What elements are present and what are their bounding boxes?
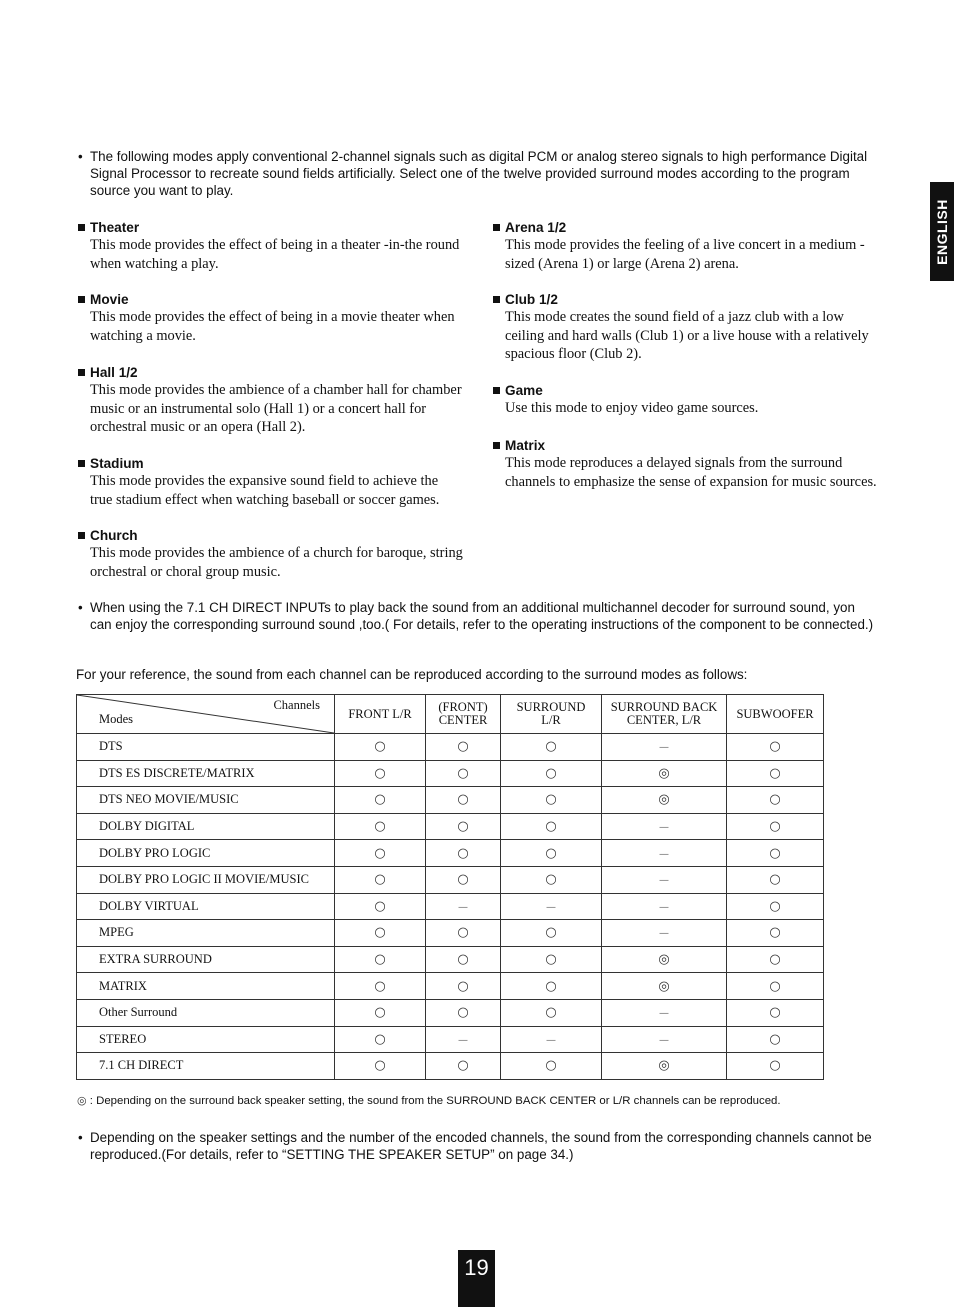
square-bullet-icon xyxy=(493,442,500,449)
channel-cell xyxy=(335,1026,426,1053)
circle-icon: ○ xyxy=(457,739,469,755)
circle-icon: ○ xyxy=(374,978,386,994)
circle-icon: ○ xyxy=(374,845,386,861)
channel-cell xyxy=(501,893,602,920)
mode-description: This mode provides the feeling of a live concert in a medium - sized (Arena 1) or large (Arena 2) arena. xyxy=(505,237,865,272)
double-circle-icon: ◎ xyxy=(658,978,670,994)
channel-cell xyxy=(602,734,727,761)
circle-icon: ○ xyxy=(769,1031,781,1047)
circle-icon: ○ xyxy=(769,952,781,968)
channel-cell xyxy=(602,787,727,814)
circle-icon: ○ xyxy=(769,845,781,861)
channel-table xyxy=(76,694,824,1080)
dash-icon: — xyxy=(659,875,669,887)
channel-cell xyxy=(727,787,824,814)
table-row xyxy=(77,946,824,973)
circle-icon: ○ xyxy=(769,1005,781,1021)
bullet-marker: • xyxy=(78,1130,83,1145)
channel-cell xyxy=(727,866,824,893)
bullet-marker: • xyxy=(78,600,83,615)
mode-church xyxy=(78,527,463,581)
channel-cell xyxy=(727,734,824,761)
double-circle-icon: ◎ xyxy=(658,792,670,808)
column-header-label: CENTER, L/R xyxy=(626,713,702,727)
mode-name-cell: STEREO xyxy=(77,1026,335,1053)
circle-icon: ○ xyxy=(769,898,781,914)
language-tab-label: ENGLISH xyxy=(934,198,950,265)
channel-cell xyxy=(602,1026,727,1053)
channel-cell xyxy=(426,1053,501,1080)
channel-cell xyxy=(426,813,501,840)
language-tab xyxy=(930,182,954,281)
circle-icon: ○ xyxy=(545,739,557,755)
circle-icon: ○ xyxy=(457,765,469,781)
corner-header xyxy=(77,695,335,734)
channel-cell xyxy=(426,920,501,947)
mode-theater xyxy=(78,219,463,273)
circle-icon: ○ xyxy=(374,765,386,781)
circle-icon: ○ xyxy=(374,792,386,808)
direct-input-text: When using the 7.1 CH DIRECT INPUTs to play back the sound from an additional multichannel decoder for surround sound, yon can enjoy the corresponding surround sound ,too.( For details, refer to the operating instructions of the component to be connected.) xyxy=(90,600,874,632)
channel-cell xyxy=(426,840,501,867)
legend-note xyxy=(77,1094,781,1107)
dash-icon: — xyxy=(659,928,669,940)
dash-icon: — xyxy=(659,848,669,860)
table-row xyxy=(77,866,824,893)
dash-icon: — xyxy=(659,1008,669,1020)
square-bullet-icon xyxy=(493,296,500,303)
table-row xyxy=(77,734,824,761)
circle-icon: ○ xyxy=(545,792,557,808)
mode-game xyxy=(493,382,878,418)
channel-cell xyxy=(602,840,727,867)
circle-icon: ○ xyxy=(457,819,469,835)
channel-cell xyxy=(602,760,727,787)
mode-name-cell: DOLBY DIGITAL xyxy=(77,813,335,840)
channel-cell xyxy=(335,999,426,1026)
mode-matrix xyxy=(493,437,878,491)
table-row xyxy=(77,787,824,814)
square-bullet-icon xyxy=(78,296,85,303)
channel-cell xyxy=(727,920,824,947)
circle-icon: ○ xyxy=(374,898,386,914)
channel-cell xyxy=(335,973,426,1000)
dash-icon: — xyxy=(659,822,669,834)
circle-icon: ○ xyxy=(545,1005,557,1021)
table-row xyxy=(77,813,824,840)
circle-icon: ○ xyxy=(457,925,469,941)
dash-icon: — xyxy=(659,901,669,913)
channel-cell xyxy=(727,760,824,787)
modes-label: Modes xyxy=(99,712,134,726)
circle-icon: ○ xyxy=(769,1058,781,1074)
circle-icon: ○ xyxy=(545,925,557,941)
mode-name-cell: DOLBY PRO LOGIC xyxy=(77,840,335,867)
mode-description: This mode provides the ambience of a church for baroque, string orchestral or choral group music. xyxy=(90,545,463,580)
channel-cell xyxy=(501,920,602,947)
mode-stadium xyxy=(78,455,463,509)
column-header xyxy=(426,695,501,734)
channel-cell xyxy=(602,946,727,973)
column-header xyxy=(727,695,824,734)
circle-icon: ○ xyxy=(769,792,781,808)
circle-icon: ○ xyxy=(374,819,386,835)
mode-name-cell: Other Surround xyxy=(77,999,335,1026)
mode-club xyxy=(493,291,878,364)
mode-title: Hall 1/2 xyxy=(90,365,138,380)
square-bullet-icon xyxy=(78,369,85,376)
square-bullet-icon xyxy=(78,224,85,231)
channel-cell xyxy=(602,1053,727,1080)
channel-cell xyxy=(335,813,426,840)
mode-title: Club 1/2 xyxy=(505,292,558,307)
circle-icon: ○ xyxy=(374,1058,386,1074)
channel-cell xyxy=(501,760,602,787)
mode-description: This mode creates the sound field of a jazz club with a low ceiling and hard walls (Club 1) or a live house with a relatively spacious floor (Club 2). xyxy=(505,309,869,363)
circle-icon: ○ xyxy=(545,1058,557,1074)
channel-cell xyxy=(727,973,824,1000)
circle-icon: ○ xyxy=(457,952,469,968)
channel-cell xyxy=(602,893,727,920)
dash-icon: — xyxy=(458,1034,468,1046)
circle-icon: ○ xyxy=(374,739,386,755)
mode-description: This mode provides the ambience of a chamber hall for chamber music or an instrumental solo (Hall 1) or a concert hall for orchestral music or an opera (Hall 2). xyxy=(90,382,462,436)
channel-cell xyxy=(501,840,602,867)
circle-icon: ○ xyxy=(457,872,469,888)
mode-description: This mode provides the effect of being in a theater -in-the round when watching a play. xyxy=(90,237,460,272)
speaker-text: Depending on the speaker settings and the number of the encoded channels, the sound from the corresponding channels cannot be reproduced.(For details, refer to “SETTING THE SPEAKER SETUP” on page 34.) xyxy=(90,1130,872,1162)
column-header xyxy=(335,695,426,734)
mode-description: Use this mode to enjoy video game sources. xyxy=(505,400,759,416)
channel-cell xyxy=(501,999,602,1026)
channel-cell xyxy=(602,999,727,1026)
mode-title: Matrix xyxy=(505,438,546,453)
channel-cell xyxy=(335,1053,426,1080)
dash-icon: — xyxy=(546,1034,556,1046)
table-row xyxy=(77,999,824,1026)
channel-cell xyxy=(727,813,824,840)
channel-cell xyxy=(501,813,602,840)
double-circle-icon: ◎ xyxy=(77,1094,87,1107)
intro-paragraph xyxy=(78,148,878,199)
intro-text: The following modes apply conventional 2-channel signals such as digital PCM or analog stereo signals to high performance Digital Signal Processor to recreate sound fields artificially. Select one of the twelve provided surround modes according to the program source you want to play. xyxy=(90,149,868,198)
square-bullet-icon xyxy=(493,387,500,394)
dash-icon: — xyxy=(659,1034,669,1046)
circle-icon: ○ xyxy=(374,925,386,941)
channel-cell xyxy=(335,840,426,867)
channel-cell xyxy=(602,866,727,893)
mode-description: This mode provides the effect of being in a movie theater when watching a movie. xyxy=(90,309,455,344)
channel-cell xyxy=(335,946,426,973)
square-bullet-icon xyxy=(493,224,500,231)
circle-icon: ○ xyxy=(457,845,469,861)
circle-icon: ○ xyxy=(457,1058,469,1074)
column-header xyxy=(501,695,602,734)
table-row xyxy=(77,760,824,787)
table-row xyxy=(77,920,824,947)
double-circle-icon: ◎ xyxy=(658,1058,670,1074)
circle-icon: ○ xyxy=(457,978,469,994)
bullet-marker: • xyxy=(78,149,83,164)
channel-cell xyxy=(727,999,824,1026)
channel-cell xyxy=(727,893,824,920)
channel-cell xyxy=(501,734,602,761)
circle-icon: ○ xyxy=(374,1031,386,1047)
circle-icon: ○ xyxy=(769,819,781,835)
circle-icon: ○ xyxy=(769,739,781,755)
mode-name-cell: DTS NEO MOVIE/MUSIC xyxy=(77,787,335,814)
channels-label: Channels xyxy=(273,698,320,712)
circle-icon: ○ xyxy=(374,872,386,888)
double-circle-icon: ◎ xyxy=(658,765,670,781)
reference-text: For your reference, the sound from each channel can be reproduced according to the surround modes as follows: xyxy=(76,667,748,682)
channel-cell xyxy=(426,734,501,761)
circle-icon: ○ xyxy=(545,872,557,888)
channel-cell xyxy=(335,787,426,814)
channel-cell xyxy=(335,734,426,761)
column-header-label: SURROUND xyxy=(516,700,586,714)
table-row xyxy=(77,1026,824,1053)
mode-name-cell: DOLBY PRO LOGIC II MOVIE/MUSIC xyxy=(77,866,335,893)
mode-description: This mode provides the expansive sound field to achieve the true stadium effect when watching baseball or soccer games. xyxy=(90,473,440,508)
circle-icon: ○ xyxy=(769,765,781,781)
mode-name-cell: DTS ES DISCRETE/MATRIX xyxy=(77,760,335,787)
mode-name-cell: MPEG xyxy=(77,920,335,947)
mode-title: Stadium xyxy=(90,456,144,471)
direct-input-paragraph xyxy=(78,599,878,633)
channel-cell xyxy=(335,866,426,893)
table-row xyxy=(77,840,824,867)
channel-cell xyxy=(426,1026,501,1053)
circle-icon: ○ xyxy=(769,872,781,888)
channel-cell xyxy=(426,999,501,1026)
circle-icon: ○ xyxy=(545,845,557,861)
channel-cell xyxy=(727,1026,824,1053)
table-row xyxy=(77,973,824,1000)
square-bullet-icon xyxy=(78,460,85,467)
table-header-row xyxy=(77,695,824,734)
mode-name-cell: 7.1 CH DIRECT xyxy=(77,1053,335,1080)
dash-icon: — xyxy=(546,901,556,913)
square-bullet-icon xyxy=(78,532,85,539)
column-header-label: L/R xyxy=(541,713,561,727)
channel-cell xyxy=(426,946,501,973)
channel-cell xyxy=(727,946,824,973)
column-header xyxy=(602,695,727,734)
mode-name-cell: DOLBY VIRTUAL xyxy=(77,893,335,920)
column-header-label: (FRONT) xyxy=(438,700,488,714)
speaker-paragraph xyxy=(78,1129,878,1163)
channel-cell xyxy=(727,1053,824,1080)
mode-title: Movie xyxy=(90,292,129,307)
circle-icon: ○ xyxy=(374,952,386,968)
channel-cell xyxy=(602,920,727,947)
circle-icon: ○ xyxy=(545,765,557,781)
circle-icon: ○ xyxy=(374,1005,386,1021)
column-header-label: CENTER xyxy=(438,713,488,727)
mode-title: Arena 1/2 xyxy=(505,220,567,235)
channel-cell xyxy=(335,920,426,947)
channel-cell xyxy=(501,1026,602,1053)
channel-cell xyxy=(335,893,426,920)
channel-cell xyxy=(602,813,727,840)
channel-cell xyxy=(426,787,501,814)
dash-icon: — xyxy=(458,901,468,913)
channel-cell xyxy=(501,946,602,973)
channel-cell xyxy=(727,840,824,867)
channel-cell xyxy=(426,973,501,1000)
circle-icon: ○ xyxy=(769,978,781,994)
column-header-label: SURROUND BACK xyxy=(610,700,718,714)
mode-description: This mode reproduces a delayed signals from the surround channels to emphasize the sense of expansion for music sources. xyxy=(505,455,877,490)
mode-name-cell: EXTRA SURROUND xyxy=(77,946,335,973)
circle-icon: ○ xyxy=(457,1005,469,1021)
channel-cell xyxy=(426,893,501,920)
circle-icon: ○ xyxy=(545,952,557,968)
mode-hall xyxy=(78,364,463,437)
channel-cell xyxy=(335,760,426,787)
channel-cell xyxy=(501,866,602,893)
double-circle-icon: ◎ xyxy=(658,952,670,968)
mode-name-cell: MATRIX xyxy=(77,973,335,1000)
mode-movie xyxy=(78,291,463,345)
channel-cell xyxy=(501,1053,602,1080)
channel-cell xyxy=(501,787,602,814)
channel-cell xyxy=(426,760,501,787)
channel-cell xyxy=(501,973,602,1000)
channel-cell xyxy=(602,973,727,1000)
mode-title: Theater xyxy=(90,220,140,235)
table-row xyxy=(77,1053,824,1080)
channel-cell xyxy=(426,866,501,893)
circle-icon: ○ xyxy=(457,792,469,808)
circle-icon: ○ xyxy=(769,925,781,941)
mode-title: Church xyxy=(90,528,138,543)
column-header-label: SUBWOOFER xyxy=(736,706,814,721)
legend-text: : Depending on the surround back speaker setting, the sound from the SURROUND BACK CENTER or L/R channels can be reproduced. xyxy=(89,1095,781,1107)
page-number: 19 xyxy=(458,1250,495,1307)
mode-name-cell: DTS xyxy=(77,734,335,761)
mode-arena xyxy=(493,219,878,273)
column-header-label: FRONT L/R xyxy=(348,706,412,721)
circle-icon: ○ xyxy=(545,819,557,835)
mode-title: Game xyxy=(505,383,543,398)
table-row xyxy=(77,893,824,920)
circle-icon: ○ xyxy=(545,978,557,994)
dash-icon: — xyxy=(659,742,669,754)
